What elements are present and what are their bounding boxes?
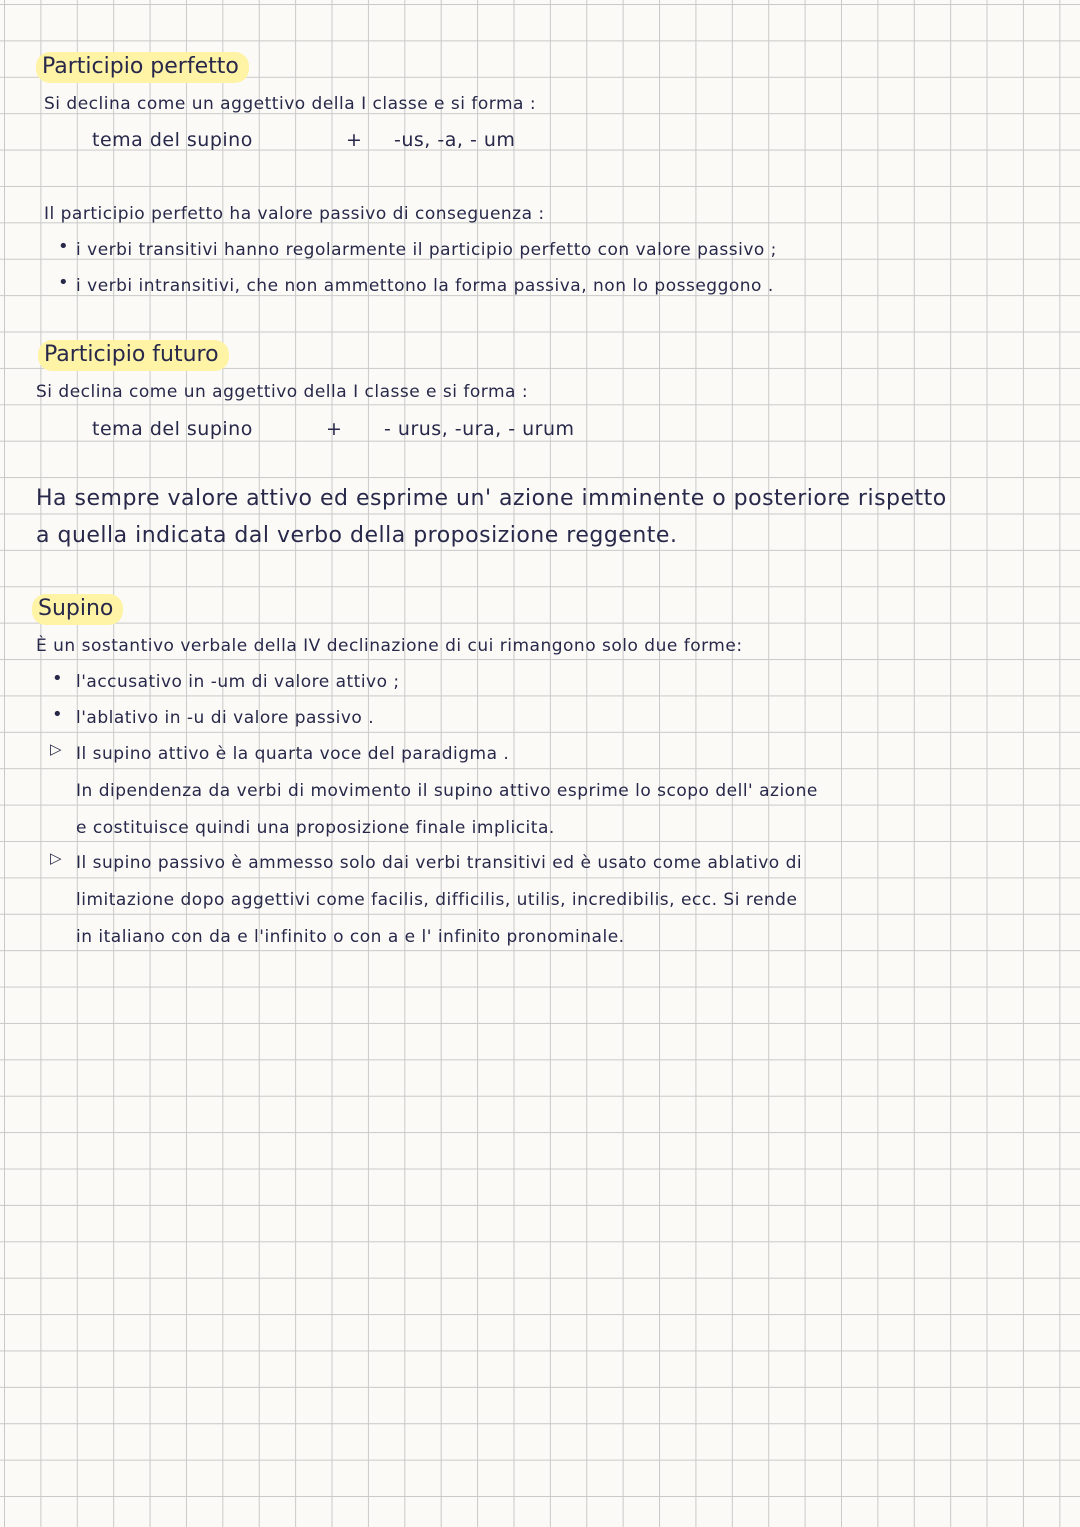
- futuro-formula-stem: tema del supino: [92, 418, 253, 440]
- futuro-formula-plus: +: [326, 418, 343, 440]
- triangle-bullet-icon: ▷: [50, 740, 62, 758]
- supino-bullet-accusativo: l'accusativo in -um di valore attivo ;: [76, 672, 400, 692]
- perfetto-bullet-1: i verbi transitivi hanno regolarmente il participio perfetto con valore passivo ;: [76, 240, 777, 260]
- supino-attivo-line-3: e costituisce quindi una proposizione finale implicita.: [76, 818, 555, 838]
- supino-passivo-line-3: in italiano con da e l'infinito o con a e l' infinito pronominale.: [76, 927, 625, 947]
- supino-passivo-line-1: Il supino passivo è ammesso solo dai verbi transitivi ed è usato come ablativo di: [76, 853, 803, 873]
- perfetto-intro: Il participio perfetto ha valore passivo di conseguenza :: [44, 204, 545, 224]
- supino-definition: È un sostantivo verbale della IV declinazione di cui rimangono solo due forme:: [36, 636, 743, 656]
- futuro-description-line-1: Ha sempre valore attivo ed esprime un' azione imminente o posteriore rispetto: [36, 486, 947, 511]
- heading-participio-futuro: Participio futuro: [38, 340, 229, 371]
- bullet-dot: •: [58, 272, 69, 293]
- futuro-description-line-2: a quella indicata dal verbo della proposizione reggente.: [36, 523, 678, 548]
- triangle-bullet-icon: ▷: [50, 849, 62, 867]
- futuro-formula-endings: - urus, -ura, - urum: [384, 418, 575, 440]
- bullet-dot: •: [52, 704, 63, 725]
- perfetto-formula-endings: -us, -a, - um: [394, 129, 516, 151]
- heading-supino: Supino: [32, 594, 123, 625]
- bullet-dot: •: [52, 668, 63, 689]
- bullet-dot: •: [58, 236, 69, 257]
- perfetto-definition: Si declina come un aggettivo della I classe e si forma :: [44, 94, 537, 114]
- perfetto-bullet-2: i verbi intransitivi, che non ammettono la forma passiva, non lo posseggono .: [76, 276, 774, 296]
- supino-passivo-line-2: limitazione dopo aggettivi come facilis, difficilis, utilis, incredibilis, ecc. Si rende: [76, 890, 798, 910]
- supino-attivo-line-1: Il supino attivo è la quarta voce del paradigma .: [76, 744, 510, 764]
- perfetto-formula-stem: tema del supino: [92, 129, 253, 151]
- futuro-definition: Si declina come un aggettivo della I classe e si forma :: [36, 382, 529, 402]
- supino-attivo-line-2: In dipendenza da verbi di movimento il supino attivo esprime lo scopo dell' azione: [76, 781, 818, 801]
- perfetto-formula-plus: +: [346, 129, 363, 151]
- heading-participio-perfetto: Participio perfetto: [36, 52, 249, 83]
- supino-bullet-ablativo: l'ablativo in -u di valore passivo .: [76, 708, 375, 728]
